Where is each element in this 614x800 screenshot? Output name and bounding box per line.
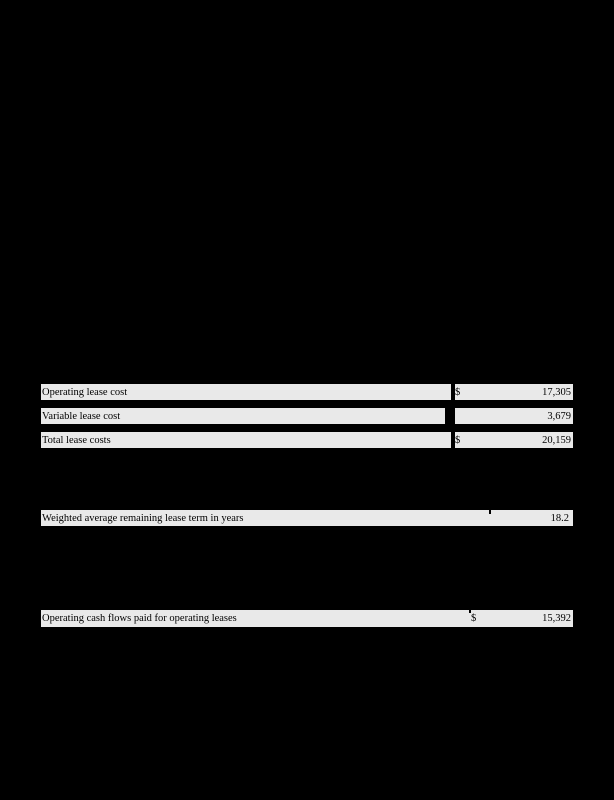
currency-cell bbox=[455, 432, 573, 448]
table-row-operating-cash-flows bbox=[41, 610, 573, 627]
label-cell bbox=[41, 408, 445, 424]
row-label: Weighted average remaining lease term in years bbox=[42, 513, 244, 524]
currency-cell bbox=[455, 384, 573, 400]
label-cell bbox=[41, 432, 451, 448]
row-label: Variable lease cost bbox=[42, 411, 121, 422]
currency-symbol: $ bbox=[455, 387, 461, 398]
column-divider bbox=[489, 510, 491, 514]
column-divider bbox=[469, 610, 471, 613]
row-label: Total lease costs bbox=[42, 435, 111, 446]
table-row-total-lease-costs bbox=[41, 432, 573, 448]
table-row-variable-lease-cost bbox=[41, 408, 573, 424]
label-cell bbox=[41, 384, 451, 400]
currency-symbol: $ bbox=[471, 613, 477, 624]
row-value: 15,392 bbox=[542, 613, 571, 624]
row-label: Operating lease cost bbox=[42, 387, 128, 398]
table-row-operating-lease-cost bbox=[41, 384, 573, 400]
currency-symbol: $ bbox=[455, 435, 461, 446]
row-value: 18.2 bbox=[550, 513, 569, 524]
row-value: 3,679 bbox=[547, 411, 571, 422]
row-label: Operating cash flows paid for operating leases bbox=[42, 613, 237, 624]
table-row-lease-term bbox=[41, 510, 573, 526]
row-value: 17,305 bbox=[542, 387, 571, 398]
value-cell bbox=[455, 408, 573, 424]
row-value: 20,159 bbox=[542, 435, 571, 446]
